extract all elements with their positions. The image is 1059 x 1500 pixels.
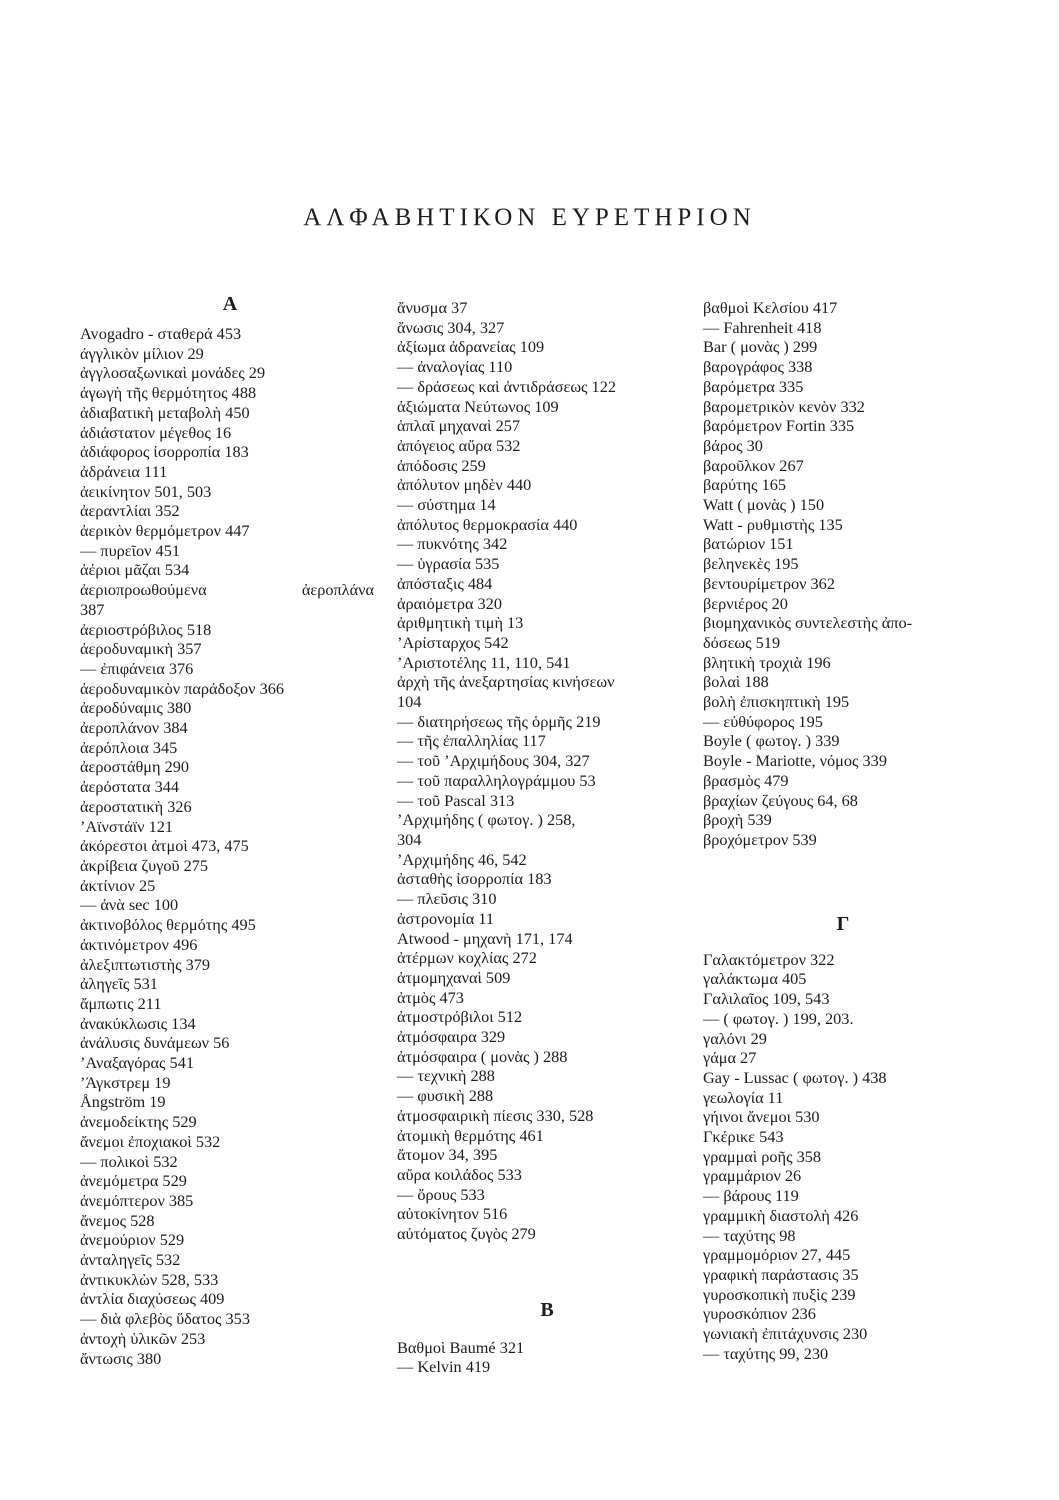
index-entry: ἀτμομηχαναὶ 509 [397, 967, 511, 987]
index-entry: ἀνταληγεῖς 532 [80, 1250, 181, 1270]
index-entry: βαρόμετρον Fortin 335 [703, 416, 855, 436]
index-entry: ἀρχὴ τῆς ἀνεξαρτησίας κινήσεων [397, 672, 615, 692]
index-entry: γραμμικὴ διαστολὴ 426 [703, 1205, 859, 1225]
index-entry: Γαλακτόμετρον 322 [703, 949, 835, 969]
index-entry: ʼΑρχιμήδης ( φωτογ. ) 258, [397, 810, 576, 830]
index-entry: ἀτομικὴ θερμότης 461 [397, 1125, 544, 1145]
index-entry: Watt ( μονὰς ) 150 [703, 495, 825, 515]
index-entry: — τοῦ ʼΑρχιμήδους 304, 327 [397, 751, 590, 771]
index-entry: ʼΑϊνστάϊν 121 [80, 816, 174, 836]
index-entry: ἀνεμόμετρα 529 [80, 1171, 187, 1191]
index-entry: ἀξιώματα Νεύτωνος 109 [397, 396, 559, 416]
index-entry: γραμμάριον 26 [703, 1166, 802, 1186]
index-entry: βολὴ ἐπισκηπτικὴ 195 [703, 692, 850, 712]
index-entry: γωνιακὴ ἐπιτάχυνσις 230 [703, 1324, 868, 1344]
index-entry: 387 [80, 599, 105, 619]
index-entry: ʼΆγκστρεμ 19 [80, 1072, 171, 1092]
index-entry: γαλόνι 29 [703, 1028, 767, 1048]
index-entry: αὐτοκίνητον 516 [397, 1204, 508, 1224]
index-entry: ἄνυσμα 37 [397, 298, 468, 317]
index-entry: ἀντοχὴ ὑλικῶν 253 [80, 1328, 206, 1348]
index-entry: ἄνεμος 528 [80, 1210, 155, 1230]
index-entry: — ὄρους 533 [397, 1184, 485, 1204]
index-entry: — διὰ φλεβὸς ὕδατος 353 [80, 1309, 250, 1329]
index-entry: ἀπόσταξις 484 [397, 573, 493, 593]
index-entry: ʼΑριστοτέλης 11, 110, 541 [397, 652, 571, 672]
index-entry: ἀκτινόμετρον 496 [80, 934, 198, 954]
index-entry: ἀεροστατικὴ 326 [80, 796, 192, 816]
index-entry: δόσεως 519 [703, 632, 781, 652]
index-entry: γραμμαὶ ροῆς 358 [703, 1146, 822, 1166]
index-list [80, 324, 380, 1368]
index-column-3 [703, 298, 983, 1363]
index-entry: Gay - Lussac ( φωτογ. ) 438 [703, 1067, 887, 1087]
index-entry: ἀλεξιπτωτιστὴς 379 [80, 954, 211, 974]
index-entry: ἀσταθὴς ἰσορροπία 183 [397, 869, 552, 889]
index-entry: ἄνεμοι ἐποχιακοὶ 532 [80, 1131, 221, 1151]
index-entry: 104 [397, 692, 422, 712]
index-entry: γραφικὴ παράστασις 35 [703, 1264, 859, 1284]
index-column-2 [397, 298, 697, 1377]
index-entry: — πυρεῖον 451 [80, 540, 180, 560]
index-entry: — ταχύτης 99, 230 [703, 1343, 829, 1363]
index-entry: Watt - ρυθμιστὴς 135 [703, 514, 843, 534]
index-entry: βαρομετρικὸν κενὸν 332 [703, 396, 865, 416]
index-entry: 304 [397, 829, 422, 849]
index-entry: βραχίων ζεύγους 64, 68 [703, 790, 858, 810]
index-entry: βερνιέρος 20 [703, 593, 788, 613]
index-entry: ἀτμοστρόβιλοι 512 [397, 1007, 523, 1027]
index-entry: ἀδιαβατικὴ μεταβολὴ 450 [80, 402, 250, 422]
index-entry: ἀέριοι μᾶζαι 534 [80, 560, 190, 580]
index-entry: ἀριθμητικὴ τιμὴ 13 [397, 613, 524, 633]
index-entry: ἀνεμόπτερον 385 [80, 1190, 194, 1210]
index-entry: ἀτέρμων κοχλίας 272 [397, 948, 537, 968]
index-entry: — πολικοὶ 532 [80, 1151, 178, 1171]
index-entry: βεληνεκὲς 195 [703, 554, 799, 574]
index-entry: ἀτμοσφαιρικὴ πίεσις 330, 528 [397, 1105, 594, 1125]
index-entry: — τεχνικὴ 288 [397, 1066, 495, 1086]
index-entry: αὔρα κοιλάδος 533 [397, 1164, 522, 1184]
index-list [703, 950, 983, 1364]
index-entry: βαρύτης 165 [703, 475, 786, 495]
index-entry: ἀκτίνιον 25 [80, 875, 156, 895]
index-entry: — πλεῦσις 310 [397, 889, 497, 909]
index-entry: ἀδιάφορος ἰσορροπία 183 [80, 442, 249, 462]
index-entry: — Fahrenheit 418 [703, 317, 822, 337]
index-entry: Avogadro - σταθερά 453 [80, 324, 242, 343]
index-entry: βιομηχανικὸς συντελεστὴς ἀπο- [703, 613, 913, 633]
index-entry: — σύστημα 14 [397, 495, 496, 515]
index-entry: βατώριον 151 [703, 534, 794, 554]
index-entry: ἀδράνεια 111 [80, 461, 168, 481]
index-entry: ἀπόλυτον μηδὲν 440 [397, 475, 532, 495]
section-letter-gamma: Γ [836, 912, 850, 935]
index-entry: — τοῦ Pascal 313 [397, 790, 515, 810]
index-entry: ἀνακύκλωσις 134 [80, 1013, 196, 1033]
index-entry: ἀγγλοσαξωνικαὶ μονάδες 29 [80, 363, 266, 383]
index-entry: — δράσεως καὶ ἀντιδράσεως 122 [397, 376, 616, 396]
index-entry: ἄμπωτις 211 [80, 993, 162, 1013]
index-entry: βολαὶ 188 [703, 672, 769, 692]
index-entry: ἀστρονομία 11 [397, 908, 495, 928]
index-entry: ἀξίωμα ἀδρανείας 109 [397, 337, 545, 357]
index-entry: ἀερόστατα 344 [80, 777, 180, 797]
index-entry: ʼΑρίσταρχος 542 [397, 632, 509, 652]
index-entry: ἀεροπλάνον 384 [80, 718, 188, 738]
index-entry: βροχόμετρον 539 [703, 829, 817, 849]
index-entry: βαροῦλκον 267 [703, 455, 804, 475]
index-entry: ἀνάλυσις δυνάμεων 56 [80, 1033, 230, 1053]
index-entry: Bar ( μονὰς ) 299 [703, 337, 818, 357]
index-entry: ἀκόρεστοι ἀτμοὶ 473, 475 [80, 836, 249, 856]
index-entry [80, 580, 380, 600]
index-entry: βάρος 30 [703, 435, 763, 455]
index-entry: ʼΑρχιμήδης 46, 542 [397, 849, 527, 869]
index-entry: — πυκνότης 342 [397, 534, 508, 554]
section-letter-beta: Β [540, 1298, 554, 1321]
index-entry: ἀεραντλίαι 352 [80, 501, 180, 521]
index-entry: ἀντικυκλὼν 528, 533 [80, 1269, 219, 1289]
index-entry: ἀεροστάθμη 290 [80, 757, 190, 777]
index-entry: βροχὴ 539 [703, 810, 772, 830]
index-entry: ἀντλία διαχύσεως 409 [80, 1289, 225, 1309]
index-entry: — ( φωτογ. ) 199, 203. [703, 1008, 854, 1028]
index-entry-term: ἀεριοπροωθούμενα [80, 580, 207, 600]
index-entry: βαρόμετρα 335 [703, 376, 804, 396]
section-letter-alpha: Α [222, 293, 238, 315]
index-entry: Boyle - Mariotte, νόμος 339 [703, 751, 887, 771]
index-entry: ἀεροδυναμικὴ 357 [80, 639, 202, 659]
index-entry: ἀληγεῖς 531 [80, 974, 158, 994]
index-entry: — εὐθύφορος 195 [703, 711, 823, 731]
index-entry: γάμα 27 [703, 1048, 757, 1068]
index-entry: Atwood - μηχανὴ 171, 174 [397, 928, 573, 948]
index-entry: — τοῦ παραλληλογράμμου 53 [397, 770, 596, 790]
index-entry: ἀκτινοβόλος θερμότης 495 [80, 915, 256, 935]
index-entry: γεωλογία 11 [703, 1087, 784, 1107]
index-entry: Γαλιλαῖος 109, 543 [703, 989, 830, 1009]
index-entry: ἀεικίνητον 501, 503 [80, 481, 212, 501]
page-title: ΑΛΦΑΒΗΤΙΚΟΝ ΕΥΡΕΤΗΡΙΟΝ [303, 204, 756, 231]
index-entry: ἁπλαῖ μηχαναὶ 257 [397, 416, 521, 436]
index-entry: — ἀνὰ sec 100 [80, 895, 179, 915]
index-entry: ἀεροδυναμικὸν παράδοξον 366 [80, 678, 285, 698]
index-entry: γήινοι ἄνεμοι 530 [703, 1107, 820, 1127]
index-entry: ἀκρίβεια ζυγοῦ 275 [80, 855, 209, 875]
index-entry: άγγλικὸν μίλιον 29 [80, 343, 204, 363]
index-entry: γυροσκόπιον 236 [703, 1304, 816, 1324]
index-entry: Γκέρικε 543 [703, 1127, 784, 1147]
index-entry: — φυσικὴ 288 [397, 1086, 494, 1106]
index-entry: γυροσκοπικὴ πυξὶς 239 [703, 1284, 856, 1304]
index-entry: — Kelvin 419 [397, 1357, 491, 1377]
index-entry: ἄντωσις 380 [80, 1348, 162, 1368]
index-entry: ἀγωγὴ τῆς θερμότητος 488 [80, 383, 257, 403]
index-entry: ἀπόλυτος θερμοκρασία 440 [397, 514, 578, 534]
index-entry: ἀπόδοσις 259 [397, 455, 486, 475]
index-entry: γαλάκτωμα 405 [703, 969, 807, 989]
index-entry: Βαθμοὶ Baumé 321 [397, 1337, 525, 1357]
index-entry: ἀραιόμετρα 320 [397, 593, 502, 613]
index-entry: — βάρους 119 [703, 1186, 799, 1206]
index-entry: ʼΑναξαγόρας 541 [80, 1053, 194, 1073]
index-entry: ἀτμόσφαιρα 329 [397, 1027, 506, 1047]
index-entry: ἄτομον 34, 395 [397, 1145, 498, 1165]
index-entry: — ταχύτης 98 [703, 1225, 796, 1245]
index-entry: — τῆς ἐπαλληλίας 117 [397, 731, 546, 751]
index-entry: βαθμοὶ Κελσίου 417 [703, 298, 838, 317]
index-entry: — ὑγρασία 535 [397, 554, 500, 574]
index-entry: ἀδιάστατον μέγεθος 16 [80, 422, 232, 442]
index-entry-continuation: ἀεροπλάνα [301, 580, 374, 600]
index-column-1 [80, 292, 380, 1368]
index-list [397, 1338, 697, 1377]
index-entry: ἀνεμούριον 529 [80, 1230, 185, 1250]
index-list [703, 298, 983, 850]
index-entry: βλητικὴ τροχιὰ 196 [703, 652, 831, 672]
index-entry: — ἐπιφάνεια 376 [80, 658, 194, 678]
index-entry: ἀτμόσφαιρα ( μονὰς ) 288 [397, 1046, 568, 1066]
index-entry: ἀερόπλοια 345 [80, 737, 178, 757]
index-entry: Boyle ( φωτογ. ) 339 [703, 731, 840, 751]
index-entry: βεντουρίμετρον 362 [703, 573, 835, 593]
index-entry: ἀερικὸν θερμόμετρον 447 [80, 521, 250, 541]
index-entry: γραμμομόριον 27, 445 [703, 1245, 851, 1265]
index-entry: ἀεριοστρόβιλος 518 [80, 619, 212, 639]
index-entry: Ångström 19 [80, 1092, 166, 1112]
index-list [397, 298, 697, 1244]
index-entry: ἀεροδύναμις 380 [80, 698, 192, 718]
index-entry: αὐτόματος ζυγὸς 279 [397, 1224, 536, 1244]
index-entry: ἄνωσις 304, 327 [397, 317, 505, 337]
index-entry: — ἀναλογίας 110 [397, 357, 513, 377]
index-entry: βρασμὸς 479 [703, 770, 789, 790]
index-entry: βαρογράφος 338 [703, 357, 813, 377]
index-entry: ἀπόγειος αὔρα 532 [397, 435, 521, 455]
index-entry: ἀνεμοδείκτης 529 [80, 1112, 197, 1132]
index-entry: — διατηρήσεως τῆς ὁρμῆς 219 [397, 711, 601, 731]
index-entry: ἀτμὸς 473 [397, 987, 464, 1007]
